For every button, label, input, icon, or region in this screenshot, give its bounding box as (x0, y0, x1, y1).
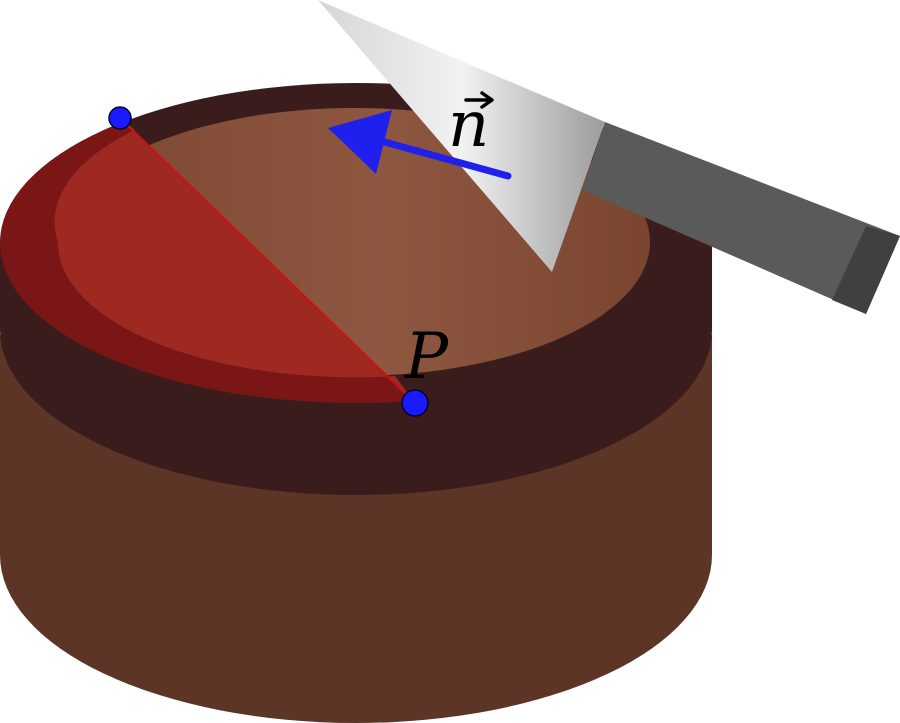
normal-vector-label-group (448, 88, 492, 162)
normal-vector-label: n (448, 88, 490, 162)
circle-point-icon[interactable] (109, 107, 131, 129)
point-p-label: P (405, 320, 449, 394)
